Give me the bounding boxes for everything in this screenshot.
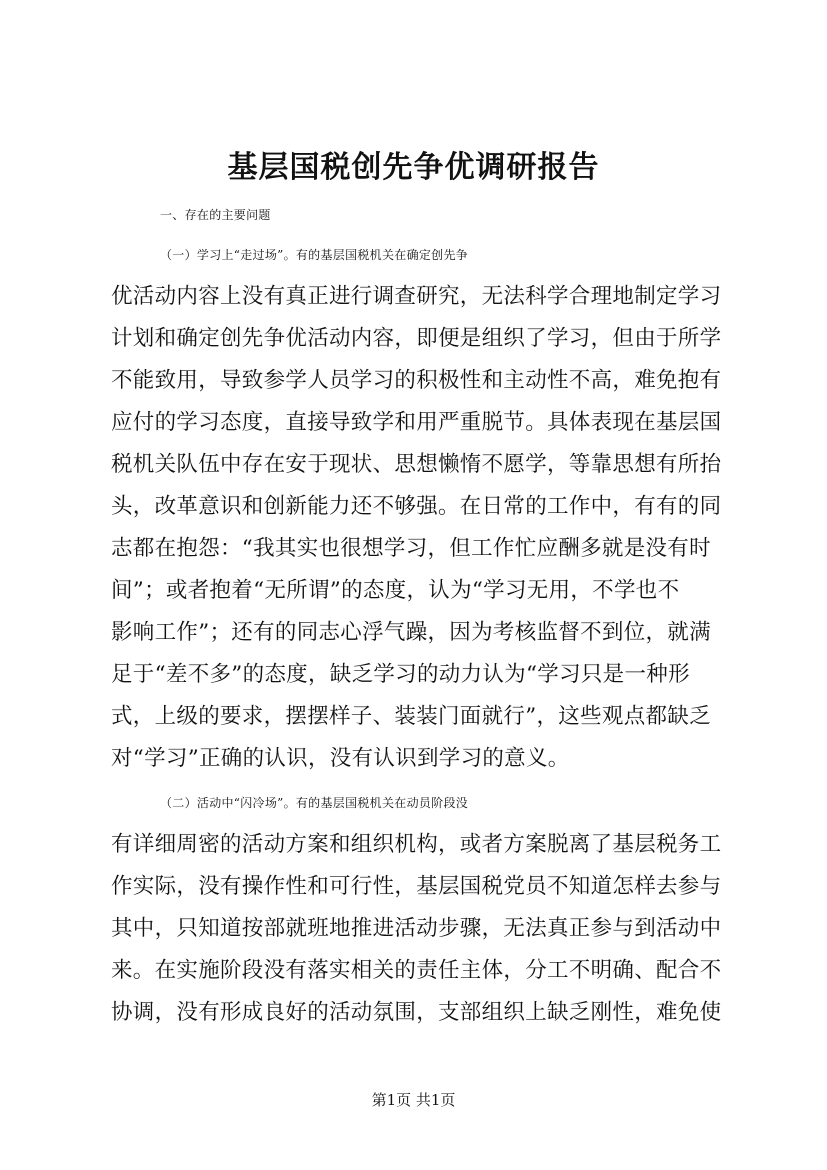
paragraph-line: 影响工作”；还有的同志心浮气躁，因为考核监督不到位，就满 — [111, 620, 711, 645]
paragraph-line: 不能致用，导致参学人员学习的积极性和主动性不高，难免抱有 — [111, 368, 722, 393]
page-number-footer: 第1页 共1页 — [371, 1091, 456, 1109]
paragraph-line: 来。在实施阶段没有落实相关的责任主体，分工不明确、配合不 — [111, 958, 722, 983]
paragraph-line: 式，上级的要求，摆摆样子、装装门面就行”，这些观点都缺乏 — [111, 704, 711, 729]
paragraph-line: 间”；或者抱着“无所谓”的态度，认为“学习无用，不学也不 — [111, 578, 680, 603]
paragraph-line: （一）学习上“走过场”。有的基层国税机关在确定创先争 — [160, 248, 469, 262]
paragraph-line: 计划和确定创先争优活动内容，即便是组织了学习，但由于所学 — [111, 326, 722, 351]
paragraph-line: 有详细周密的活动方案和组织机构，或者方案脱离了基层税务工 — [111, 832, 722, 857]
paragraph-line: （二）活动中“闪冷场”。有的基层国税机关在动员阶段没 — [160, 796, 469, 810]
paragraph-line: 足于“差不多”的态度，缺乏学习的动力认为“学习只是一种形 — [111, 662, 690, 687]
paragraph-line: 协调，没有形成良好的活动氛围，支部组织上缺乏刚性，难免使 — [111, 1000, 722, 1025]
paragraph-line: 应付的学习态度，直接导致学和用严重脱节。具体表现在基层国 — [111, 410, 722, 435]
section-heading: 一、存在的主要问题 — [160, 208, 271, 222]
paragraph-line: 对“学习”正确的认识，没有认识到学习的意义。 — [111, 746, 570, 771]
paragraph-line: 税机关队伍中存在安于现状、思想懒惰不愿学，等靠思想有所抬 — [111, 452, 722, 477]
paragraph-line: 其中，只知道按部就班地推进活动步骤，无法真正参与到活动中 — [111, 916, 722, 941]
paragraph-line: 作实际，没有操作性和可行性，基层国税党员不知道怎样去参与 — [111, 874, 722, 899]
document-title: 基层国税创先争优调研报告 — [227, 150, 600, 185]
paragraph-line: 志都在抱怨：“我其实也很想学习，但工作忙应酬多就是没有时 — [111, 536, 711, 561]
paragraph-line: 优活动内容上没有真正进行调查研究，无法科学合理地制定学习 — [111, 284, 722, 309]
paragraph-line: 头，改革意识和创新能力还不够强。在日常的工作中，有有的同 — [111, 494, 722, 519]
